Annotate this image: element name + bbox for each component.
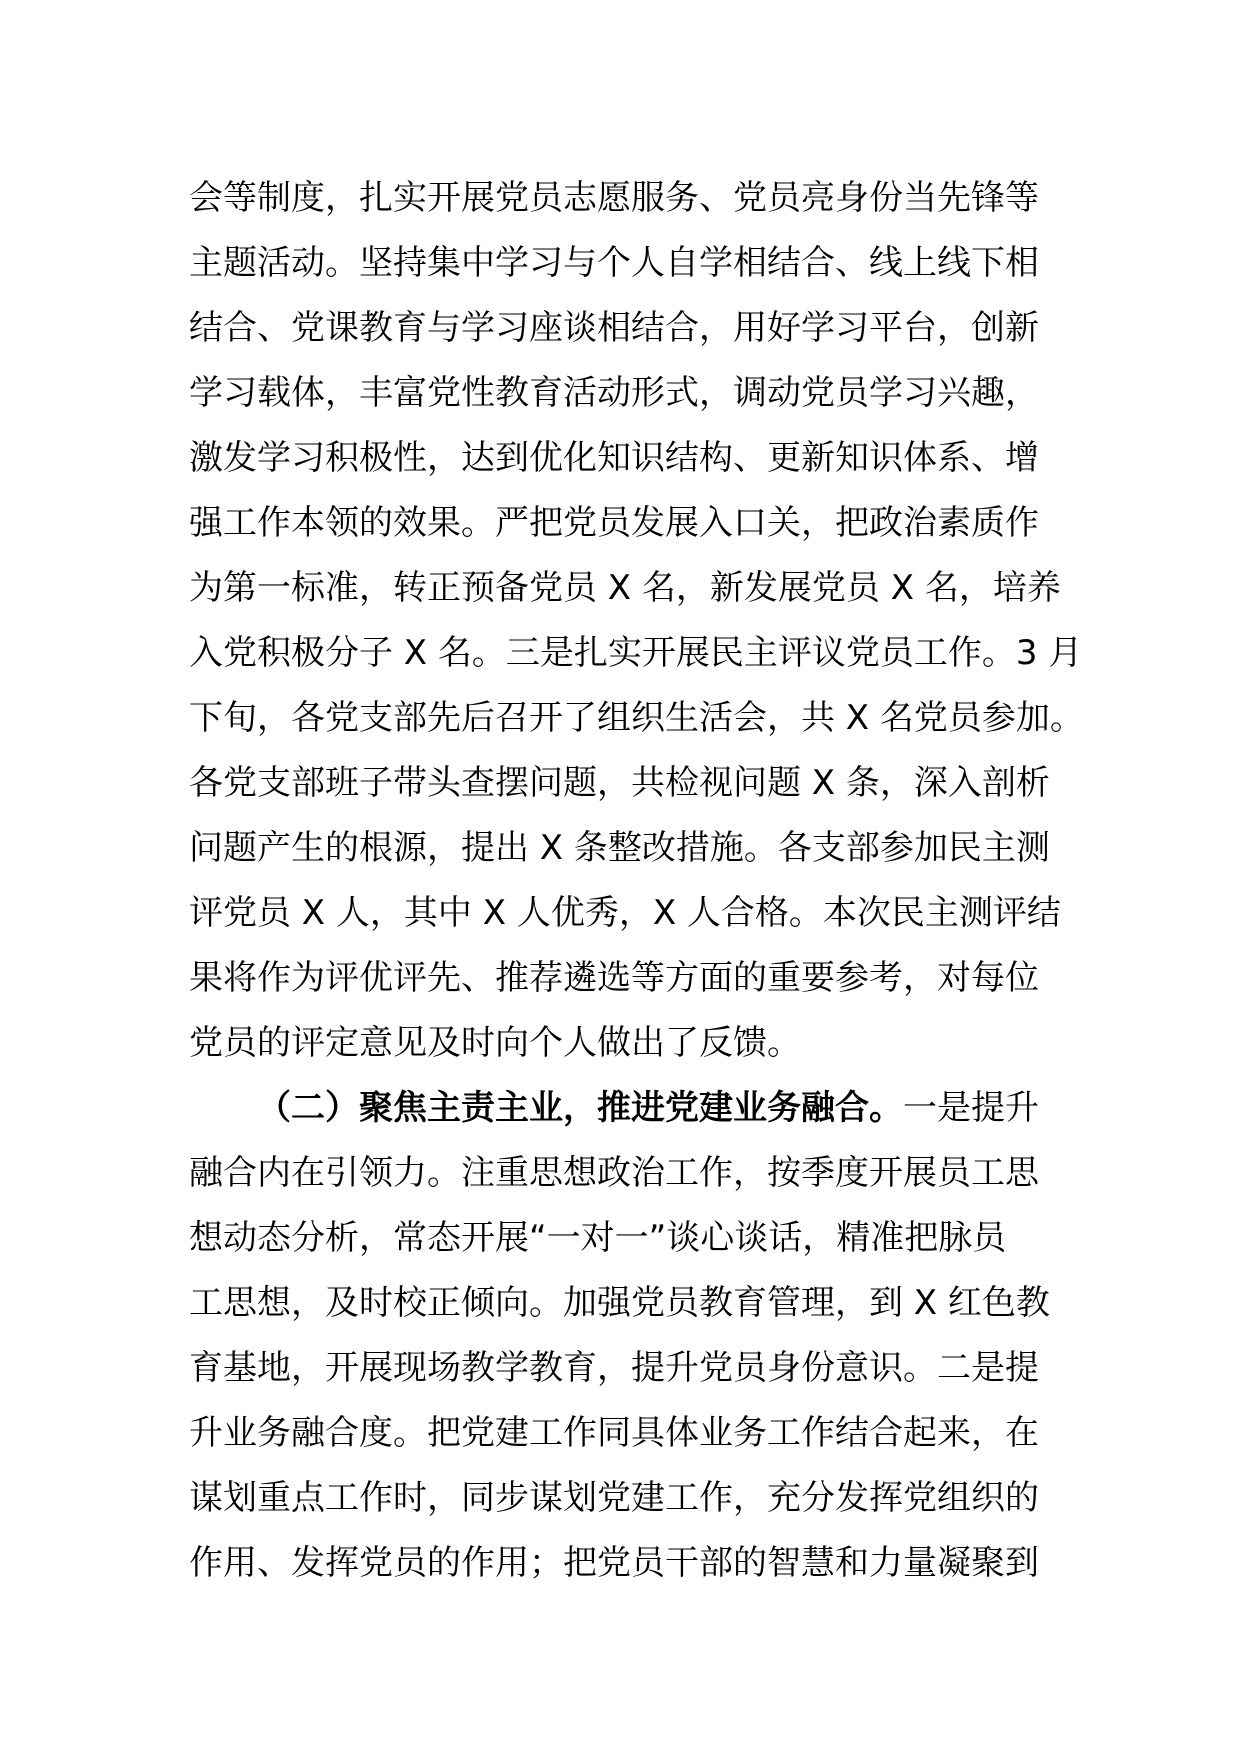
text-line: 强工作本领的效果。严把党员发展入口关，把政治素质作 <box>189 503 1039 543</box>
text-line: 为第一标准，转正预备党员 X 名，新发展党员 X 名，培养 <box>189 568 1061 608</box>
text-line: 问题产生的根源，提出 X 条整改措施。各支部参加民主测 <box>189 828 1050 868</box>
paragraph-1 <box>189 166 1084 1076</box>
text-line: 入党积极分子 X 名。三是扎实开展民主评议党员工作。3 月 <box>189 633 1083 673</box>
text-line: 会等制度，扎实开展党员志愿服务、党员亮身份当先锋等 <box>189 178 1039 218</box>
text-line: 下旬，各党支部先后召开了组织生活会，共 X 名党员参加。 <box>189 698 1084 738</box>
heading-line-rest: 一是提升 <box>903 1088 1039 1128</box>
text-line: 结合、党课教育与学习座谈相结合，用好学习平台，创新 <box>189 308 1039 348</box>
text-line: 党员的评定意见及时向个人做出了反馈。 <box>189 1023 801 1063</box>
text-line: 工思想，及时校正倾向。加强党员教育管理，到 X 红色教 <box>189 1283 1050 1323</box>
text-line: 谋划重点工作时，同步谋划党建工作，充分发挥党组织的 <box>189 1478 1039 1518</box>
text-line: 主题活动。坚持集中学习与个人自学相结合、线上线下相 <box>189 243 1039 283</box>
section-heading: （二）聚焦主责主业，推进党建业务融合。 <box>257 1088 903 1128</box>
text-line: 升业务融合度。把党建工作同具体业务工作结合起来，在 <box>189 1413 1039 1453</box>
paragraph-2 <box>189 1076 1069 1596</box>
text-line: 育基地，开展现场教学教育，提升党员身份意识。二是提 <box>189 1348 1039 1388</box>
section-heading-line <box>189 1076 1069 1141</box>
text-line: 学习载体，丰富党性教育活动形式，调动党员学习兴趣， <box>189 373 1039 413</box>
text-line: 各党支部班子带头查摆问题，共检视问题 X 条，深入剖析 <box>189 763 1050 803</box>
text-line: 想动态分析，常态开展“一对一”谈心谈话，精准把脉员 <box>189 1218 1007 1258</box>
text-line: 融合内在引领力。注重思想政治工作，按季度开展员工思 <box>189 1153 1039 1193</box>
text-line: 评党员 X 人，其中 X 人优秀，X 人合格。本次民主测评结 <box>189 893 1061 933</box>
text-line: 作用、发挥党员的作用；把党员干部的智慧和力量凝聚到 <box>189 1543 1039 1583</box>
document-body <box>189 166 1084 1596</box>
text-line: 激发学习积极性，达到优化知识结构、更新知识体系、增 <box>189 438 1039 478</box>
text-line: 果将作为评优评先、推荐遴选等方面的重要参考，对每位 <box>189 958 1039 998</box>
